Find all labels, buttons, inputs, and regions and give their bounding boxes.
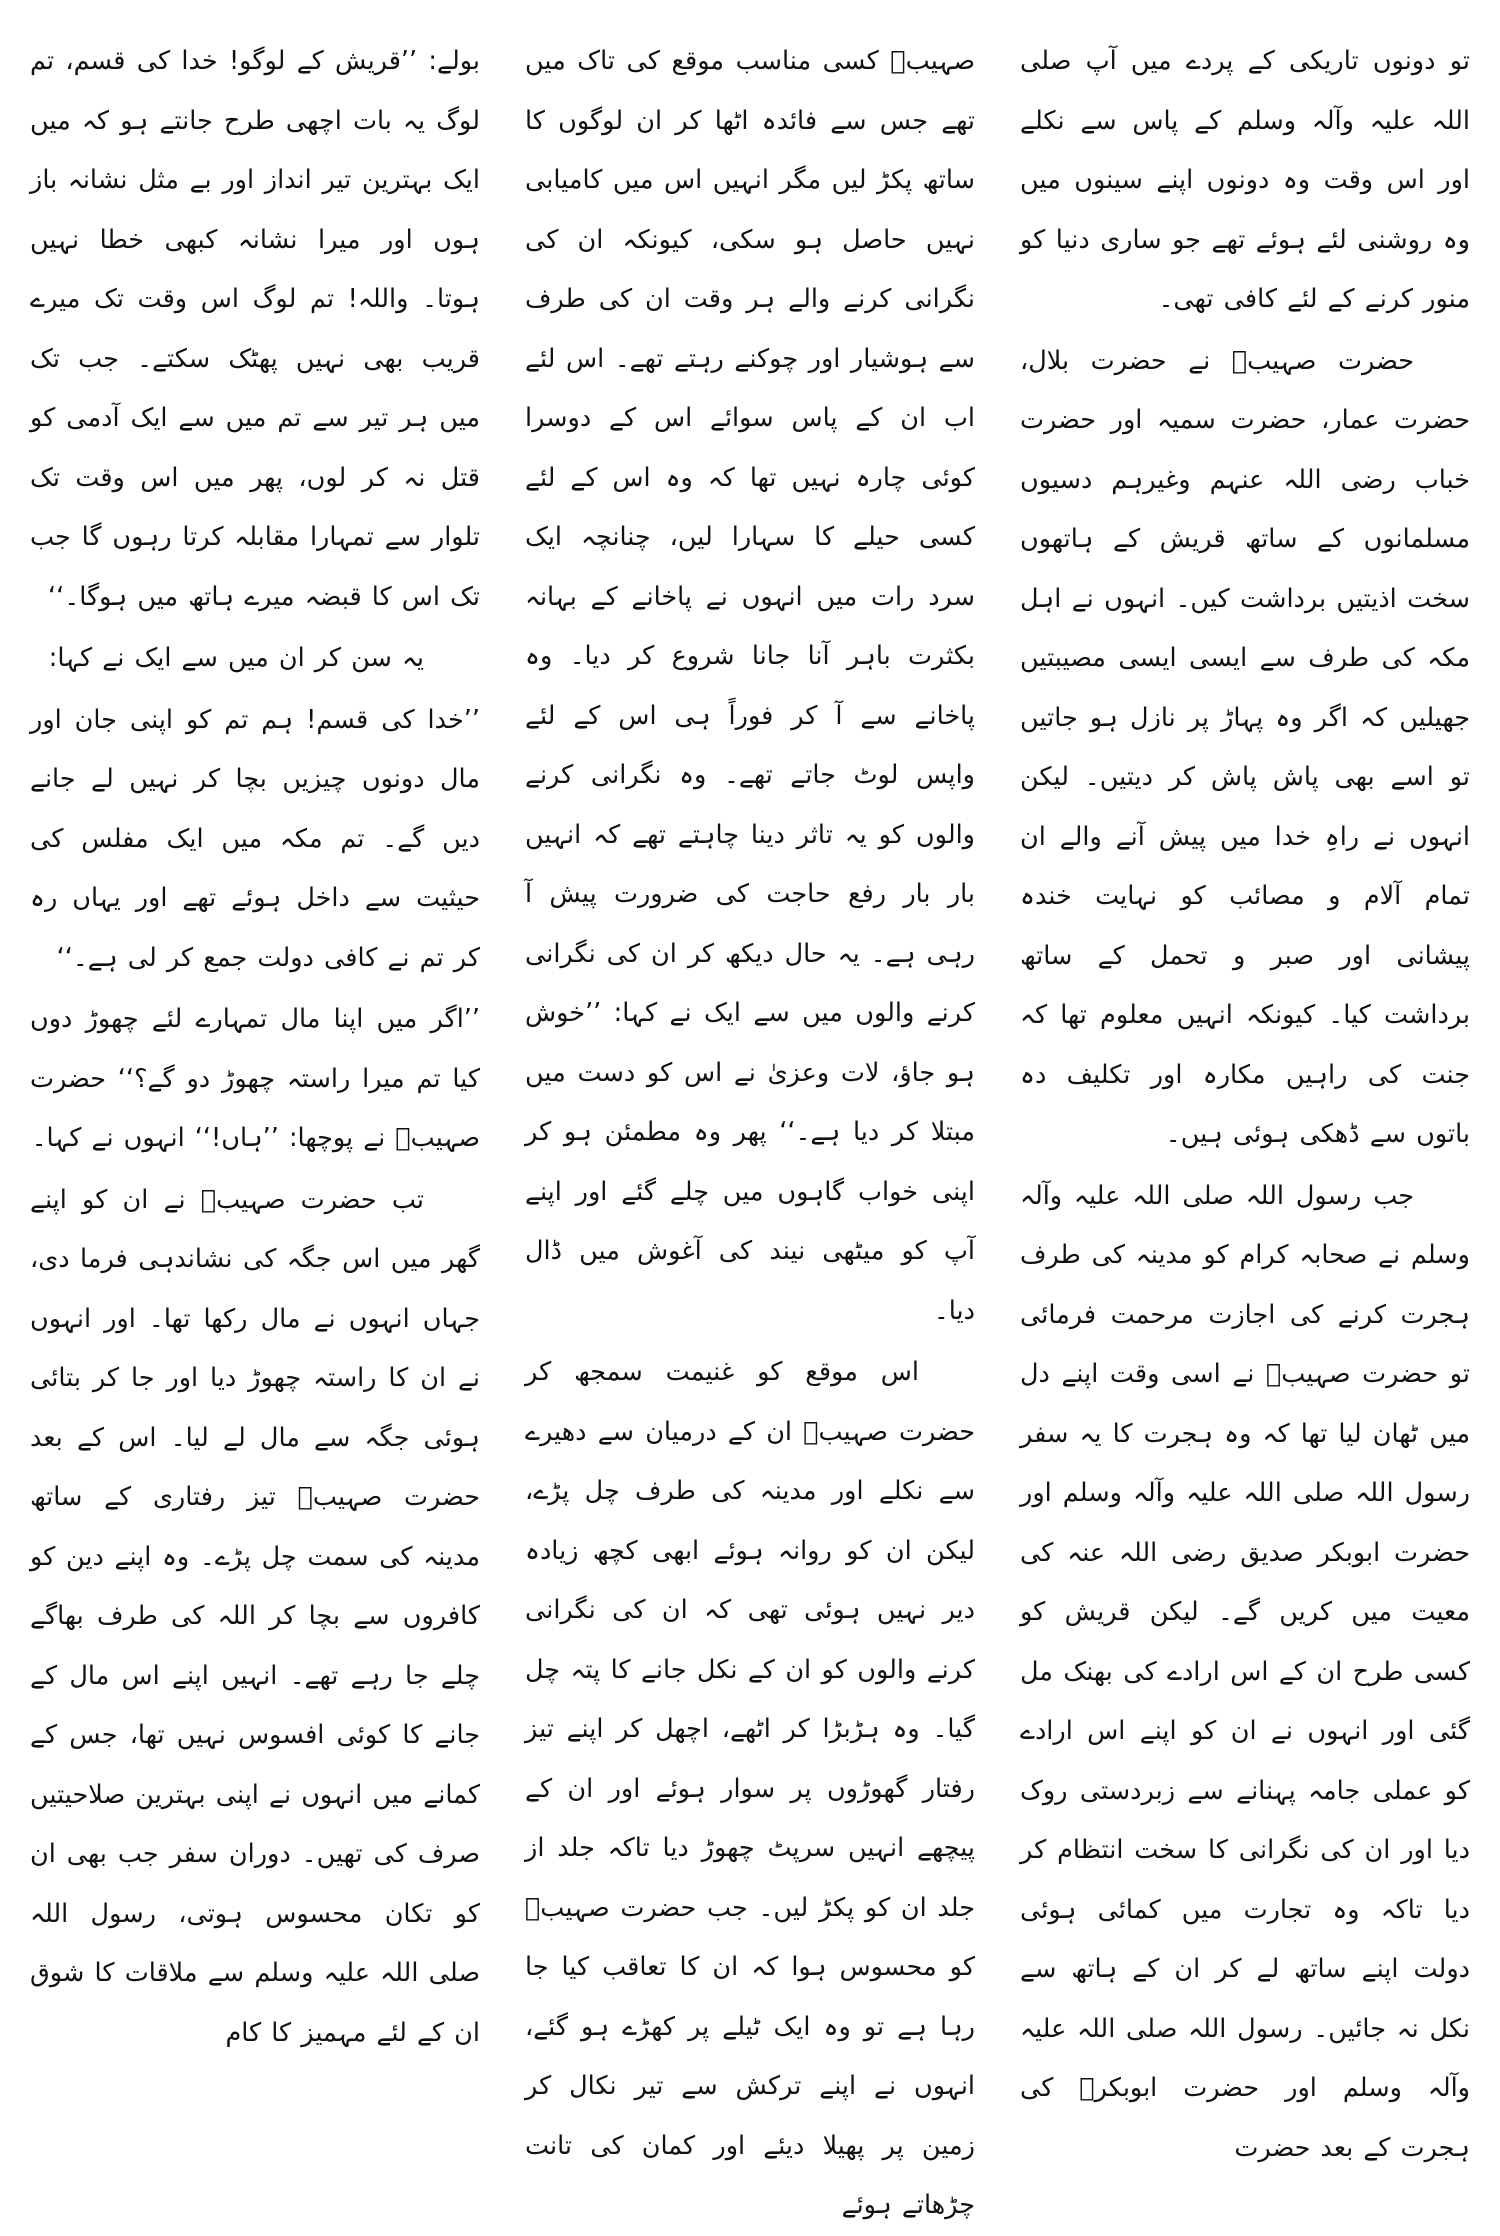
paragraph: جب رسول اللہ صلی اللہ علیہ وآلہ وسلم نے صحابہ کرام کو مدینہ کی طرف ہجرت کرنے کی اجازت مرحمت فرمائی تو حضرت صہیبؓ نے اسی وقت اپنے دل میں ٹھان لیا تھا کہ وہ ہجرت کا یہ سفر رسول اللہ صلی اللہ علیہ وآلہ وسلم اور حضرت ابوبکر صدیق رضی اللہ عنہ کی معیت میں کریں گے۔ لیکن قریش کو کسی طرح ان کے اس ارادے کی بھنک مل گئی اور انہوں نے ان کو اپنے اس ارادے کو عملی جامہ پہنانے سے زبردستی روک دیا اور ان کی نگرانی کا سخت انتظام کر دیا تاکہ وہ تجارت میں کمائی ہوئی دولت اپنے ساتھ لے کر ان کے ہاتھ سے نکل نہ جائیں۔ رسول اللہ صلی اللہ علیہ وآلہ وسلم اور حضرت ابوبکرؓ کی ہجرت کے بعد حضرت — [1020, 1180, 1470, 2163]
paragraph: یہ سن کر ان میں سے ایک نے کہا: — [48, 643, 424, 673]
paragraph: تو دونوں تاریکی کے پردے میں آپ صلی اللہ علیہ وآلہ وسلم کے پاس سے نکلے اور اس وقت وہ دونوں اپنے سینوں میں وہ روشنی لئے ہوئے تھے جو ساری دنیا کو منور کرنے کے لئے کافی تھی۔ — [1020, 46, 1470, 314]
paragraph: ’’اگر میں اپنا مال تمہارے لئے چھوڑ دوں کیا تم میرا راستہ چھوڑ دو گے؟‘‘ حضرت صہیبؓ نے پوچھا: ’’ہاں!‘‘ انہوں نے کہا۔ — [30, 1004, 480, 1153]
paragraph: حضرت صہیبؓ نے حضرت بلال، حضرت عمار، حضرت سمیہ اور حضرت خباب رضی اللہ عنہم وغیرہم دسیوں مسلمانوں کے ساتھ قریش کے ہاتھوں سخت اذیتیں برداشت کیں۔ انہوں نے اہل مکہ کی طرف سے ایسی ایسی مصیبتیں جھیلیں کہ اگر وہ پہاڑ پر نازل ہو جاتیں تو اسے بھی پاش پاش کر دیتیں۔ لیکن انہوں نے راہِ خدا میں پیش آنے والے ان تمام آلام و مصائب کو نہایت خندہ پیشانی اور صبر و تحمل کے ساتھ برداشت کیا۔ کیونکہ انہیں معلوم تھا کہ جنت کی راہیں مکارہ اور تکلیف دہ باتوں سے ڈھکی ہوئی ہیں۔ — [1020, 345, 1470, 1149]
text-column-right — [1020, 32, 1470, 2182]
paragraph: بولے: ’’قریش کے لوگو! خدا کی قسم، تم لوگ یہ بات اچھی طرح جانتے ہو کہ میں ایک بہترین تیر انداز اور بے مثل نشانہ باز ہوں اور میرا نشانہ کبھی خطا نہیں ہوتا۔ واللہ! تم لوگ اس وقت تک میرے قریب بھی نہیں پھٹک سکتے۔ جب تک میں ہر تیر سے تم میں سے ایک آدمی کو قتل نہ کر لوں، پھر میں اس وقت تک تلوار سے تمہارا مقابلہ کرتا رہوں گا جب تک اس کا قبضہ میرے ہاتھ میں ہوگا۔‘‘ — [30, 46, 480, 612]
paragraph: اس موقع کو غنیمت سمجھ کر حضرت صہیبؓ ان کے درمیان سے دھیرے سے نکلے اور مدینہ کی طرف چل پڑے، لیکن ان کو روانہ ہوئے ابھی کچھ زیادہ دیر نہیں ہوئی تھی کہ ان کی نگرانی کرنے والوں کو ان کے نکل جانے کا پتہ چل گیا۔ وہ ہڑبڑا کر اٹھے، اچھل کر اپنے تیز رفتار گھوڑوں پر سوار ہوئے اور ان کے پیچھے انہیں سرپٹ چھوڑ دیا تاکہ جلد از جلد ان کو پکڑ لیں۔ جب حضرت صہیبؓ کو محسوس ہوا کہ ان کا تعاقب کیا جا رہا ہے تو وہ ایک ٹیلے پر کھڑے ہو گئے، انہوں نے اپنے ترکش سے تیر نکال کر زمین پر پھیلا دیئے اور کمان کی تانت چڑھاتے ہوئے — [525, 1357, 975, 2220]
text-column-middle — [525, 32, 975, 2220]
paragraph: صہیبؓ کسی مناسب موقع کی تاک میں تھے جس سے فائدہ اٹھا کر ان لوگوں کا ساتھ پکڑ لیں مگر انہیں اس میں کامیابی نہیں حاصل ہو سکی، کیونکہ ان کی نگرانی کرنے والے ہر وقت ان کی طرف سے ہوشیار اور چوکنے رہتے تھے۔ اس لئے اب ان کے پاس سوائے اس کے دوسرا کوئی چارہ نہیں تھا کہ وہ اس کے لئے کسی حیلے کا سہارا لیں، چنانچہ ایک سرد رات میں انہوں نے پاخانے کے بہانہ بکثرت باہر آنا جانا شروع کر دیا۔ وہ پاخانے سے آ کر فوراً ہی اس کے لئے واپس لوٹ جاتے تھے۔ وہ نگرانی کرنے والوں کو یہ تاثر دینا چاہتے تھے کہ انہیں بار بار رفع حاجت کی ضرورت پیش آ رہی ہے۔ یہ حال دیکھ کر ان کی نگرانی کرنے والوں میں سے ایک نے کہا: ’’خوش ہو جاؤ، لات وعزیٰ نے اس کو دست میں مبتلا کر دیا ہے۔‘‘ پھر وہ مطمئن ہو کر اپنی خواب گاہوں میں چلے گئے اور اپنے آپ کو میٹھی نیند کی آغوش میں ڈال دیا۔ — [525, 46, 975, 1326]
text-column-left — [30, 32, 480, 2182]
paragraph: ’’خدا کی قسم! ہم تم کو اپنی جان اور مال دونوں چیزیں بچا کر نہیں لے جانے دیں گے۔ تم مکہ میں ایک مفلس کی حیثیت سے داخل ہوئے تھے اور یہاں رہ کر تم نے کافی دولت جمع کر لی ہے۔‘‘ — [30, 704, 480, 973]
paragraph: تب حضرت صہیبؓ نے ان کو اپنے گھر میں اس جگہ کی نشاندہی فرما دی، جہاں انہوں نے مال رکھا تھا۔ اور انہوں نے ان کا راستہ چھوڑ دیا اور جا کر بتائی ہوئی جگہ سے مال لے لیا۔ اس کے بعد حضرت صہیبؓ تیز رفتاری کے ساتھ مدینہ کی سمت چل پڑے۔ وہ اپنے دین کو کافروں سے بچا کر اللہ کی طرف بھاگے چلے جا رہے تھے۔ انہیں اپنے اس مال کے جانے کا کوئی افسوس نہیں تھا، جس کے کمانے میں انہوں نے اپنی بہترین صلاحیتیں صرف کی تھیں۔ دوران سفر جب بھی ان کو تکان محسوس ہوتی، رسول اللہ صلی اللہ علیہ وسلم سے ملاقات کا شوق ان کے لئے مہمیز کا کام — [30, 1184, 480, 2048]
